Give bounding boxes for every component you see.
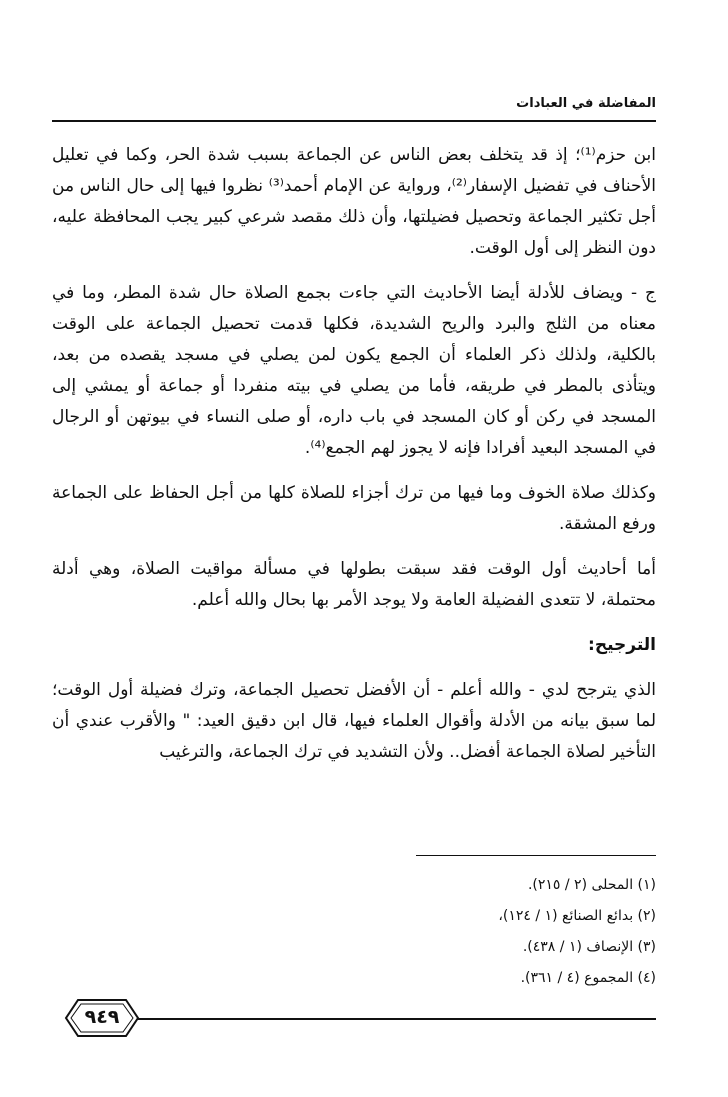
footnotes xyxy=(52,870,656,994)
page-number-frame xyxy=(64,998,140,1038)
header-title: المفاضلة في العبادات xyxy=(516,96,656,111)
running-header xyxy=(52,96,656,122)
paragraph-3: وكذلك صلاة الخوف وما فيها من ترك أجزاء للصلاة كلها من أجل الحفاظ على الجماعة ورفع المشقة. xyxy=(52,483,656,534)
footnote-2: (٢) بدائع الصنائع (١ / ١٢٤)، xyxy=(498,908,656,924)
footer-rule xyxy=(130,1018,656,1020)
paragraph-2: ج - ويضاف للأدلة أيضا الأحاديث التي جاءت بجمع الصلاة حال شدة المطر، وما في معناه من الثلج والبرد والريح الشديدة، فكلها قدمت تحصيل الجماعة على الوقت بالكلية، ولذلك ذكر العلماء أن الجمع يكون لمن يصلي في مسجد يقصده من بعد، ويتأذى بالمطر في طريقه، فأما من يصلي في بيته منفردا أو جماعة أو يمشي إلى المسجد في ركن أو كان المسجد في باب داره، أو صلى النساء في بيوتهن أو الرجال في المسجد البعيد أفرادا فإنه لا يجوز لهم الجمع⁽⁴⁾. xyxy=(52,283,656,458)
section-heading: الترجيح: xyxy=(588,635,656,655)
paragraph-1: ابن حزم⁽¹⁾؛ إذ قد يتخلف بعض الناس عن الجماعة بسبب شدة الحر، وكما في تعليل الأحناف في تفضيل الإسفار⁽²⁾، ورواية عن الإمام أحمد⁽³⁾ نظروا فيها إلى حال الناس من أجل تكثير الجماعة وتحصيل فضيلتها، وأن ذلك مقصد شرعي كبير يجب المحافظة عليه، دون النظر إلى أول الوقت. xyxy=(52,145,656,258)
footnote-4: (٤) المجموع (٤ / ٣٦١). xyxy=(520,970,656,986)
paragraph-5: الذي يترجح لدي - والله أعلم - أن الأفضل تحصيل الجماعة، وترك فضيلة أول الوقت؛ لما سبق بيانه من الأدلة وأقوال العلماء فيها، قال ابن دقيق العيد: " والأقرب عندي أن التأخير لصلاة الجماعة أفضل.. ولأن التشديد في ترك الجماعة، والترغيب xyxy=(52,680,656,762)
footnote-divider xyxy=(416,855,656,856)
footnote-1: (١) المحلى (٢ / ٢١٥). xyxy=(527,877,656,893)
footnote-3: (٣) الإنصاف (١ / ٤٣٨). xyxy=(522,939,656,955)
main-text xyxy=(52,140,656,782)
page-number: ٩٤٩ xyxy=(84,1006,120,1028)
paragraph-4: أما أحاديث أول الوقت فقد سبقت بطولها في مسألة مواقيت الصلاة، وهي أدلة محتملة، لا تتعدى الفضيلة العامة ولا يوجد الأمر بها بحال والله أعلم. xyxy=(52,559,656,610)
